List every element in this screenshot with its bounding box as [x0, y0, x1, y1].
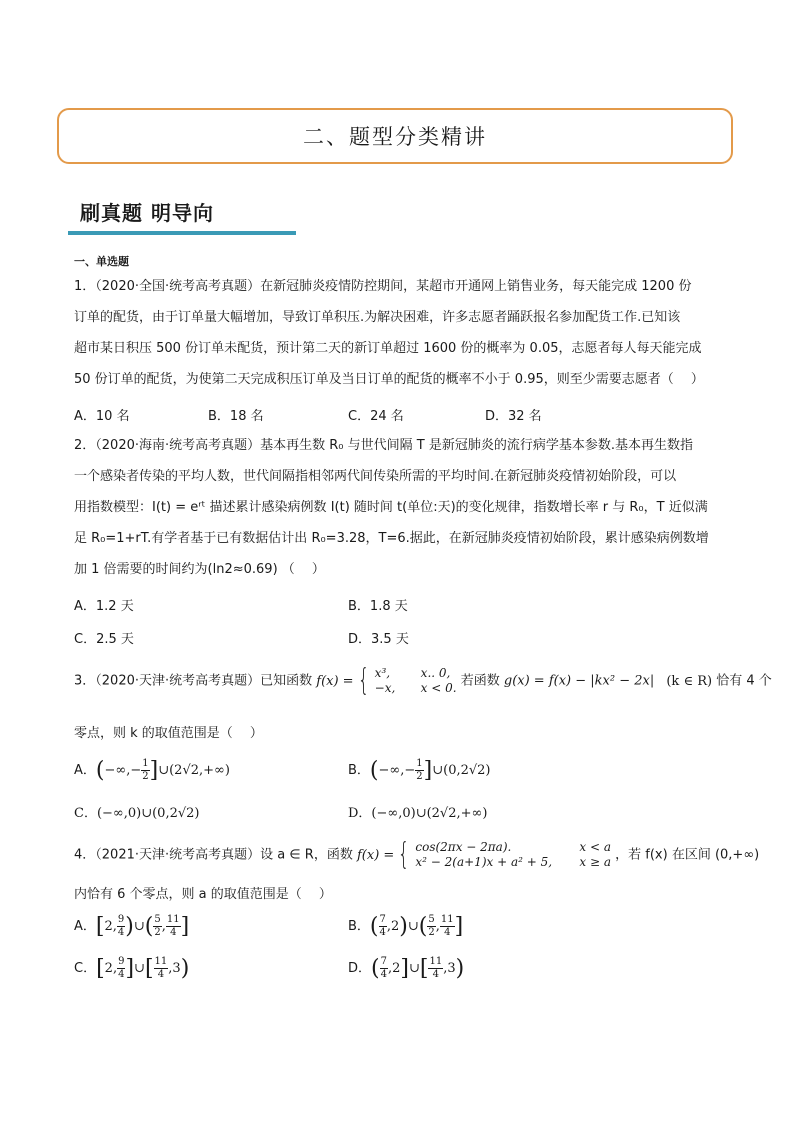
- numerator: 9: [117, 914, 125, 925]
- bracket-icon: ]: [423, 758, 433, 783]
- function-label: f(x) =: [356, 847, 395, 863]
- fraction: [415, 758, 423, 783]
- option-c[interactable]: C．24 名: [348, 409, 404, 424]
- paren-icon: ): [399, 914, 408, 939]
- interval-text: ,3: [443, 961, 456, 976]
- question-2-line: 加 1 倍需要的时间约为(ln2≈0.69) （ ）: [74, 562, 325, 577]
- denominator: 4: [157, 969, 165, 980]
- option-d[interactable]: D．3.5 天: [348, 632, 409, 647]
- question-2-line: 2．（2020·海南·统考高考真题）基本再生数 R₀ 与世代间隔 T 是新冠肺炎的流行病学基本参数.基本再生数指: [74, 438, 693, 453]
- question-4-line-2: 内恰有 6 个零点，则 a 的取值范围是（ ）: [74, 887, 332, 902]
- case-cond: x < 0.: [420, 681, 457, 695]
- denominator: 2: [428, 927, 435, 938]
- fraction: [153, 914, 161, 939]
- question-2-line: 一个感染者传染的平均人数，世代间隔指相邻两代间传染所需的平均时间.在新冠肺炎疫情初始阶段，可以: [74, 469, 677, 484]
- numerator: 5: [428, 914, 435, 925]
- paren-icon: ): [455, 956, 465, 981]
- option-label: B．: [348, 763, 370, 778]
- sub-heading: 一、单选题: [74, 255, 129, 268]
- fraction: [166, 914, 181, 939]
- case-expr: −x,: [374, 681, 396, 695]
- paren-icon: (: [369, 758, 379, 783]
- option-a[interactable]: [74, 758, 230, 783]
- option-d[interactable]: D．(−∞,0)∪(2√2,+∞): [348, 806, 488, 821]
- k-domain: (k ∈ R): [666, 673, 713, 689]
- option-label: A．: [74, 919, 96, 934]
- option-b[interactable]: B．( $\frac{7}{4}$ ,2)∪( $\frac{5}{2}$ , $\frac{11}{4}$ ]: [348, 914, 464, 939]
- denominator: 2: [142, 771, 149, 782]
- question-3-line-2: 零点，则 k 的取值范围是（ ）: [74, 726, 263, 741]
- union-symbol: ∪: [408, 961, 420, 976]
- question-1-line: 50 份订单的配货，为使第二天完成积压订单及当日订单的配货的概率不小于 0.95，则至少需要志愿者（ ）: [74, 372, 704, 387]
- denominator: 4: [444, 927, 451, 938]
- section-title: 刷真题 明导向: [80, 201, 214, 225]
- section-banner: [57, 108, 733, 164]
- denominator: 2: [416, 771, 423, 782]
- question-3-line-1: [74, 663, 772, 698]
- piecewise-function: [316, 663, 457, 698]
- bracket-icon: [: [96, 956, 105, 981]
- numerator: 11: [429, 956, 443, 967]
- interval-text: ,2: [386, 919, 400, 934]
- option-b[interactable]: B．1.8 天: [348, 599, 408, 614]
- question-4-suffix: ，若 f(x) 在区间 (0,+∞): [615, 847, 760, 863]
- option-d[interactable]: [348, 956, 464, 981]
- option-label: D．: [348, 961, 372, 976]
- function-label: f(x) =: [316, 673, 354, 689]
- banner-title: 二、题型分类精讲: [303, 125, 487, 149]
- question-3-suffix: 恰有 4 个: [716, 673, 772, 689]
- case-cond: x.. 0,: [420, 666, 451, 680]
- bracket-icon: ]: [454, 914, 464, 939]
- fraction: [379, 914, 387, 939]
- denominator: 4: [379, 927, 386, 938]
- question-4-prefix: 4．（2021·天津·统考高考真题）设 a ∈ R，函数: [74, 847, 353, 863]
- paren-icon: (: [369, 914, 379, 939]
- bracket-icon: ]: [125, 956, 135, 981]
- option-a[interactable]: A．10 名: [74, 409, 130, 424]
- option-c[interactable]: C．2.5 天: [74, 632, 134, 647]
- question-2-line: 足 R₀=1+rT.有学者基于已有数据估计出 R₀=3.28，T=6.据此，在新冠肺炎疫情初始阶段，累计感染病例数增: [74, 531, 709, 546]
- interval-text: −∞,−: [378, 763, 416, 778]
- fraction: [141, 758, 149, 783]
- interval-text: ,3: [168, 961, 181, 976]
- question-2-line: 用指数模型：I(t) = eʳᵗ 描述累计感染病例数 I(t) 随时间 t(单位:天)的变化规律，指数增长率 r 与 R₀，T 近似满: [74, 500, 708, 515]
- denominator: 2: [154, 927, 161, 938]
- fraction: [428, 956, 443, 981]
- section-underline: [68, 231, 296, 235]
- interval-text: ∪(0,2√2): [432, 763, 491, 778]
- option-c[interactable]: [74, 956, 189, 981]
- bracket-icon: [: [95, 914, 105, 939]
- question-1: [74, 271, 734, 395]
- numerator: 7: [379, 914, 386, 925]
- option-label: A．: [74, 763, 96, 778]
- question-1-line: 订单的配货，由于订单量大幅增加，导致订单积压.为解决困难，许多志愿者踊跃报名参加配货工作.已知该: [74, 310, 681, 325]
- option-c[interactable]: C．(−∞,0)∪(0,2√2): [74, 806, 200, 821]
- question-2: [74, 430, 734, 585]
- option-a[interactable]: A．1.2 天: [74, 599, 134, 614]
- piecewise-function: [356, 837, 611, 872]
- bracket-icon: ]: [149, 758, 159, 783]
- brace-icon: {: [357, 663, 369, 698]
- bracket-icon: ]: [400, 956, 409, 981]
- numerator: 11: [440, 914, 454, 925]
- denominator: 4: [380, 969, 387, 980]
- option-d[interactable]: D．32 名: [485, 409, 542, 424]
- paren-icon: ): [180, 956, 190, 981]
- interval-text: 2,: [104, 919, 117, 934]
- numerator: 11: [154, 956, 168, 967]
- denominator: 4: [170, 927, 177, 938]
- option-a[interactable]: A．[2, $\frac{9}{4}$ )∪( $\frac{5}{2}$ , $\frac{11}{4}$ ]: [74, 914, 190, 939]
- case-cond: x ≥ a: [579, 855, 611, 869]
- fraction: [440, 914, 455, 939]
- fraction: [427, 914, 435, 939]
- numerator: 11: [166, 914, 180, 925]
- paren-icon: (: [95, 758, 105, 783]
- question-3-mid: 若函数: [460, 673, 500, 689]
- denominator: 4: [118, 969, 125, 980]
- option-b[interactable]: [348, 758, 491, 783]
- paren-icon: (: [371, 956, 380, 981]
- case-cond: x < a: [579, 840, 611, 854]
- denominator: 4: [432, 969, 440, 980]
- denominator: 4: [117, 927, 125, 938]
- union-symbol: ∪: [134, 961, 145, 976]
- interval-text: −∞,−: [104, 763, 142, 778]
- option-b[interactable]: B．18 名: [208, 409, 264, 424]
- paren-icon: (: [418, 914, 428, 939]
- fraction: [154, 956, 169, 981]
- case-expr: x² − 2(a+1)x + a² + 5,: [415, 855, 553, 869]
- question-3-prefix: 3．（2020·天津·统考高考真题）已知函数: [74, 673, 313, 689]
- question-4-line-1: [74, 837, 760, 872]
- union-symbol: ∪: [407, 919, 419, 934]
- bracket-icon: [: [144, 956, 154, 981]
- option-label: C．: [74, 961, 97, 976]
- case-expr: x³,: [374, 666, 391, 680]
- interval-text: ,2: [387, 961, 401, 976]
- paren-icon: ): [125, 914, 134, 939]
- case-expr: cos(2πx − 2πa).: [415, 840, 512, 854]
- g-function: g(x) = f(x) − |kx² − 2x|: [503, 673, 655, 689]
- interval-text: 2,: [104, 961, 118, 976]
- numerator: 9: [118, 956, 125, 967]
- cases: [375, 666, 457, 696]
- cases: [415, 840, 611, 870]
- numerator: 7: [380, 956, 387, 967]
- paren-icon: (: [144, 914, 154, 939]
- numerator: 1: [142, 758, 149, 769]
- union-symbol: ∪: [133, 919, 145, 934]
- brace-icon: {: [398, 837, 410, 872]
- numerator: 5: [154, 914, 161, 925]
- bracket-icon: ]: [180, 914, 190, 939]
- fraction: [380, 956, 388, 981]
- interval-text: ∪(2√2,+∞): [158, 763, 230, 778]
- option-label: B．: [348, 919, 370, 934]
- numerator: 1: [416, 758, 423, 769]
- question-1-line: 超市某日积压 500 份订单未配货，预计第二天的新订单超过 1600 份的概率为 0.05，志愿者每人每天能完成: [74, 341, 702, 356]
- bracket-icon: [: [419, 956, 429, 981]
- question-1-line: 1．（2020·全国·统考高考真题）在新冠肺炎疫情防控期间，某超市开通网上销售业务，每天能完成 1200 份: [74, 279, 692, 294]
